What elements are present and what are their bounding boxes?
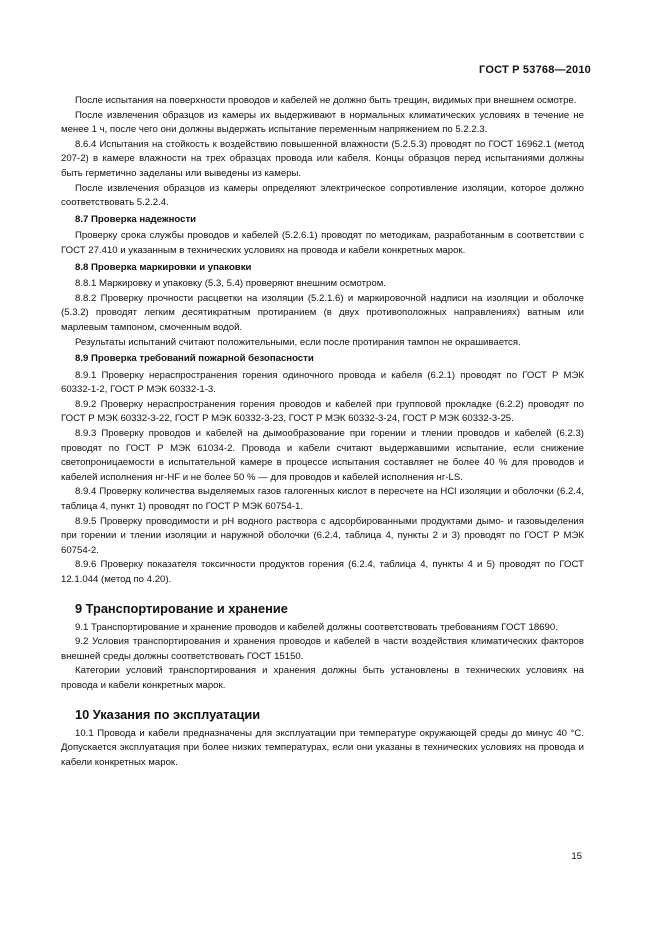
page-number: 15 [571, 851, 582, 862]
paragraph: После испытания на поверхности проводов и кабелей не должно быть трещин, видимых при внешнем осмотре. [75, 95, 577, 106]
paragraph: 8.9.1 Проверку нераспространения горения одиночного провода и кабеля (6.2.1) проводят по ГОСТ Р МЭК 60332-1-2, ГОСТ Р МЭК 60332-1-3. [61, 369, 584, 396]
chapter-heading-10: 10 Указания по эксплуатации [75, 706, 261, 722]
section-heading-8-8: 8.8 Проверка маркировки и упаковки [75, 261, 252, 273]
chapter-heading-9: 9 Транспортирование и хранение [75, 600, 288, 616]
paragraph: 8.9.5 Проверку проводимости и pH водного раствора с адсорбированными продуктами дымо- и газовыделения при горении и тлении изоляции и наружной оболочки (6.2.4, таблица 4, пункты 2 и 3) проводят по ГОСТ Р МЭК 60754-2. [61, 515, 584, 556]
paragraph: 9.1 Транспортирование и хранение проводов и кабелей должны соответствовать требованиям ГОСТ 18690. [75, 621, 558, 633]
section-heading-8-7: 8.7 Проверка надежности [75, 213, 197, 225]
paragraph: 10.1 Провода и кабели предназначены для эксплуатации при температуре окружающей среды до минус 40 °С. Допускается эксплуатация при более низких температурах, если они указаны в технических условиях на провода и кабели конкретных марок. [61, 727, 584, 768]
paragraph: 8.6.4 Испытания на стойкость к воздействию повышенной влажности (5.2.5.3) проводят по ГОСТ 16962.1 (метод 207-2) в камере влажности на трех образцах провода или кабеля. Концы образцов перед испытаниями должны быть герметично заделаны или выведены из камеры. [61, 138, 584, 179]
paragraph: 8.8.2 Проверку прочности расцветки на изоляции (5.2.1.6) и маркировочной надписи на изоляции и оболочке (5.3.2) проводят легким десятикратным протиранием (в двух противоположных направлениях) ватным или марлевым тампоном, смоченным водой. [61, 292, 584, 333]
paragraph: 8.8.1 Маркировку и упаковку (5.3, 5.4) проверяют внешним осмотром. [75, 278, 386, 290]
paragraph: После извлечения образцов из камеры их выдерживают в нормальных климатических условиях в течение не менее 1 ч, после чего они должны выдержать испытание переменным напряжением по 5.2.2.3. [61, 109, 584, 136]
paragraph: 8.9.2 Проверку нераспространения горения проводов и кабелей при групповой прокладке (6.2.2) проводят по ГОСТ Р МЭК 60332-3-22, ГОСТ Р МЭК 60332-3-23, ГОСТ Р МЭК 60332-3-24, ГОСТ Р МЭК 60332-3-25. [61, 398, 584, 425]
paragraph: Проверку срока службы проводов и кабелей (5.2.6.1) проводят по методикам, разработанным в соответствии с ГОСТ 27.410 и указанным в технических условиях на провода и кабели конкретных марок. [61, 230, 584, 256]
paragraph: После извлечения образцов из камеры определяют электрическое сопротивление изоляции, которое должно соответствовать 5.2.2.4. [61, 182, 584, 209]
document-code-header: ГОСТ Р 53768—2010 [479, 64, 591, 76]
paragraph: 8.9.4 Проверку количества выделяемых газов галогенных кислот в пересчете на HCl изоляции и оболочки (6.2.4, таблица 4, пункт 1) проводят по ГОСТ Р МЭК 60754-1. [61, 486, 584, 513]
paragraph: 9.2 Условия транспортирования и хранения проводов и кабелей в части воздействия климатических факторов внешней среды должны соответствовать ГОСТ 15150. [61, 636, 584, 662]
paragraph: 8.9.6 Проверку показателя токсичности продуктов горения (6.2.4, таблица 4, пункты 4 и 5) проводят по ГОСТ 12.1.044 (метод по 4.20). [61, 559, 584, 585]
paragraph: 8.9.3 Проверку проводов и кабелей на дымообразование при горении и тлении проводов и кабелей (6.2.3) проводят по ГОСТ Р МЭК 61034-2. Провода и кабели считают выдержавшими испытание, если снижение светопроницаемости в испытательной камере в процессе испытания составляет не более 40 % для проводов и кабелей исполнения нг-HF и не более 50 % — для проводов и кабелей исполнения нг-LS. [61, 428, 584, 483]
section-heading-8-9: 8.9 Проверка требований пожарной безопасности [75, 353, 314, 365]
paragraph: Результаты испытаний считают положительными, если после протирания тампон не окрашивается. [75, 336, 521, 348]
page-content [61, 94, 584, 770]
paragraph: Категории условий транспортирования и хранения должны быть установлены в технических условиях на провода и кабели конкретных марок. [61, 665, 584, 691]
